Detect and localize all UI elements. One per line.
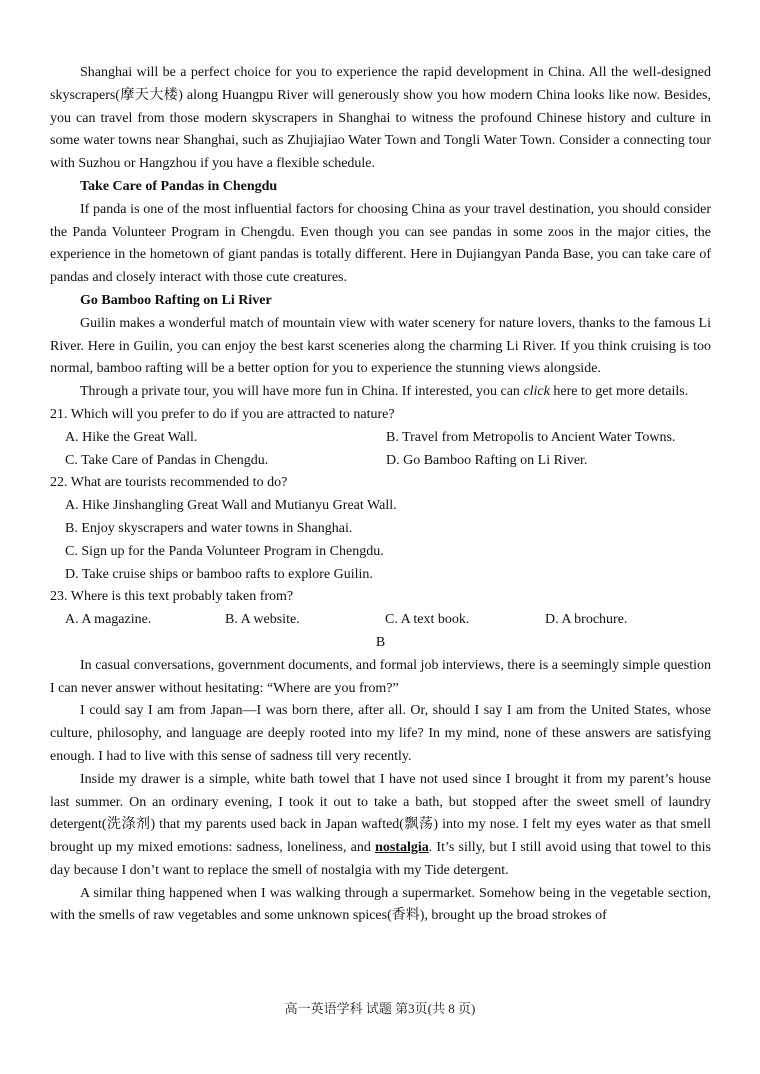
question-22-option-d: D. Take cruise ships or bamboo rafts to explore Guilin. <box>65 566 373 582</box>
question-22-option-a: A. Hike Jinshangling Great Wall and Mutianyu Great Wall. <box>65 498 397 514</box>
passage-b-paragraph-4: A similar thing happened when I was walking through a supermarket. Somehow being in the vegetable section, with the smells of raw vegetables and some unknown spices(香料), brought up the broad strokes of <box>50 885 711 924</box>
question-23-stem: 23. Where is this text probably taken from? <box>50 589 294 605</box>
closing-paragraph <box>50 381 711 404</box>
page-content <box>50 62 711 928</box>
underlined-word-nostalgia: nostalgia <box>375 840 429 856</box>
question-23-option-a: A. A magazine. <box>65 612 152 628</box>
question-23-option-d: D. A brochure. <box>545 612 628 628</box>
question-21-options-row-1 <box>50 427 711 450</box>
paragraph-3-text-before: Inside my drawer is a simple, white bath towel that I have not used since I brought it from my parent’s house last summer. On an ordinary evening, I took it out to take a bath, but stopped after the sweet smell of laundry detergent(洗涤剂) that my parents used back in Japan wafted(飘荡) into my nose. I felt my eyes water as that smell brought up my mixed emotions: sadness, loneliness, and <box>50 771 711 856</box>
click-link[interactable]: click <box>523 384 550 400</box>
heading-rafting: Go Bamboo Rafting on Li River <box>80 292 272 308</box>
question-22-option-b: B. Enjoy skyscrapers and water towns in Shanghai. <box>65 520 353 536</box>
question-23-option-c: C. A text book. <box>385 612 470 628</box>
question-22 <box>50 472 711 586</box>
closing-text-after: here to get more details. <box>549 384 689 400</box>
question-22-stem: 22. What are tourists recommended to do? <box>50 475 288 491</box>
question-21-options-row-2 <box>50 450 711 473</box>
question-21-option-b: B. Travel from Metropolis to Ancient Water Towns. <box>386 429 676 445</box>
question-23 <box>50 586 711 632</box>
question-21 <box>50 404 711 472</box>
question-21-option-a: A. Hike the Great Wall. <box>65 429 198 445</box>
question-23-option-b: B. A website. <box>225 612 300 628</box>
page-footer: 高一英语学科 试题 第3页(共 8 页) <box>284 1001 476 1016</box>
paragraph-3-text-after: . It’s silly, but I still avoid using that towel to this day because I don’t want to replace the smell of nostalgia with my Tide detergent. <box>50 840 712 878</box>
rafting-paragraph: Guilin makes a wonderful match of mountain view with water scenery for nature lovers, thanks to the famous Li River. Here in Guilin, you can enjoy the best karst sceneries along the charming Li River. If you think cruising is too normal, bamboo rafting will be a better option for you to experience the stunning views alongside. <box>50 315 711 377</box>
passage-b-paragraph-3 <box>50 769 711 883</box>
heading-pandas: Take Care of Pandas in Chengdu <box>80 178 278 194</box>
pandas-paragraph: If panda is one of the most influential factors for choosing China as your travel destination, you should consider the Panda Volunteer Program in Chengdu. Even though you can see pandas in some zoos in the major cities, the experience in the hometown of giant pandas is totally different. Here in Dujiangyan Panda Base, you can take care of pandas and closely interact with those cute creatures. <box>50 201 711 286</box>
question-21-option-d: D. Go Bamboo Rafting on Li River. <box>386 452 588 468</box>
passage-b-paragraph-1: In casual conversations, government documents, and formal job interviews, there is a seemingly simple question I can never answer without hesitating: “Where are you from?” <box>50 657 711 696</box>
question-22-option-c: C. Sign up for the Panda Volunteer Program in Chengdu. <box>65 543 384 559</box>
passage-b-paragraph-2: I could say I am from Japan—I was born there, after all. Or, should I say I am from the United States, whose culture, philosophy, and language are deeply rooted into my life? In my mind, none of these answers are satisfying enough. I had to live with this sense of sadness till very recently. <box>50 703 711 764</box>
question-21-stem: 21. Which will you prefer to do if you are attracted to nature? <box>50 406 395 422</box>
question-23-options <box>50 609 711 632</box>
question-21-option-c: C. Take Care of Pandas in Chengdu. <box>65 452 269 468</box>
shanghai-paragraph: Shanghai will be a perfect choice for you to experience the rapid development in China. All the well-designed skyscrapers(摩天大楼) along Huangpu River will generously show you how modern China looks like now. Besides, you can travel from those modern skyscrapers in Shanghai to witness the profound Chinese history and culture in some water towns near Shanghai, such as Zhujiajiao Water Town and Tongli Water Town. Consider a connecting tour with Suzhou or Hangzhou if you have a flexible schedule. <box>50 65 711 172</box>
passage-b-label: B <box>375 634 386 650</box>
closing-text-before: Through a private tour, you will have more fun in China. If interested, you can <box>80 384 524 400</box>
